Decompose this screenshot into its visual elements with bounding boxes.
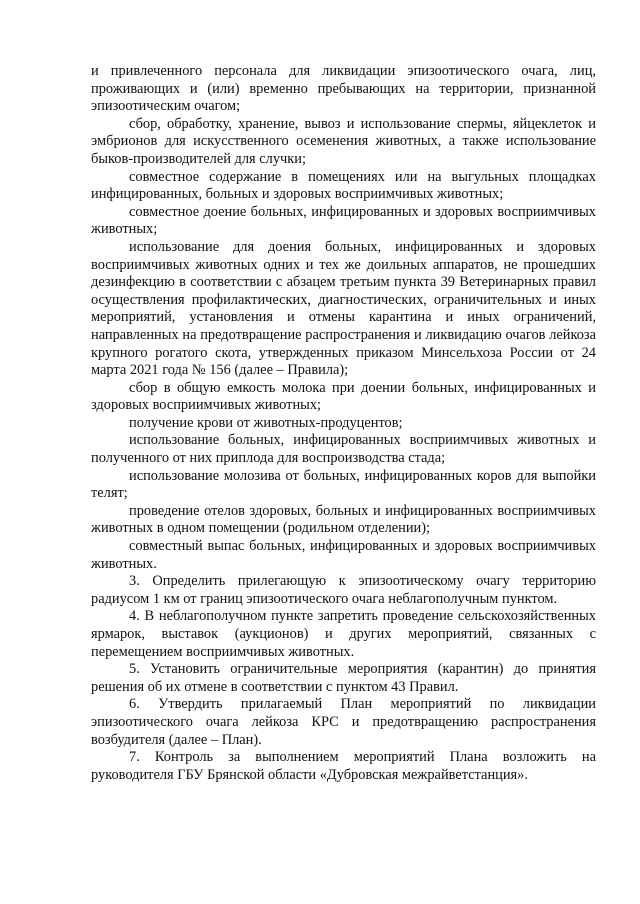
paragraph: и привлеченного персонала для ликвидации эпизоотического очага, лиц, проживающих и (или) временно пребывающих на территории, признанной эпизоотическим очагом;	[91, 63, 596, 115]
document-body	[91, 63, 596, 784]
paragraph: использование молозива от больных, инфицированных коров для выпойки телят;	[91, 467, 596, 502]
paragraph: сбор в общую емкость молока при доении больных, инфицированных и здоровых восприимчивых животных;	[91, 379, 596, 414]
paragraph: использование больных, инфицированных восприимчивых животных и полученного от них приплода для воспроизводства стада;	[91, 432, 596, 467]
paragraph: совместное доение больных, инфицированных и здоровых восприимчивых животных;	[91, 203, 596, 238]
numbered-paragraph: 7. Контроль за выполнением мероприятий Плана возложить на руководителя ГБУ Брянской области «Дубровская межрайветстанция».	[91, 749, 596, 783]
paragraph: совместное содержание в помещениях или на выгульных площадках инфицированных, больных и здоровых восприимчивых животных;	[91, 168, 596, 203]
paragraph: совместный выпас больных, инфицированных и здоровых восприимчивых животных.	[91, 538, 596, 572]
numbered-paragraph: 6. Утвердить прилагаемый План мероприятий по ликвидации эпизоотического очага лейкоза КРС и предотвращению распространения возбудителя (далее – План).	[91, 696, 596, 748]
numbered-paragraph: 5. Установить ограничительные мероприятия (карантин) до принятия решения об их отмене в соответствии с пунктом 43 Правил.	[91, 661, 596, 695]
paragraph: сбор, обработку, хранение, вывоз и использование спермы, яйцеклеток и эмбрионов для искусственного осеменения животных, а также использование быков-производителей для случки;	[91, 115, 596, 167]
numbered-paragraph: 3. Определить прилегающую к эпизоотическому очагу территорию радиусом 1 км от границ эпизоотического очага неблагополучным пунктом.	[91, 573, 596, 607]
paragraph: получение крови от животных-продуцентов;	[129, 414, 403, 431]
paragraph: проведение отелов здоровых, больных и инфицированных восприимчивых животных в одном помещении (родильном отделении);	[91, 502, 596, 537]
paragraph: использование для доения больных, инфицированных и здоровых восприимчивых животных одних и тех же доильных аппаратов, не прошедших дезинфекцию в соответствии с абзацем третьим пункта 39 Ветеринарных правил осуществления профилактических, диагностических, ограничительных и иных мероприятий, установления и отмены карантина и иных ограничений, направленных на предотвращение распространения и ликвидацию очагов лейкоза крупного рогатого скота, утвержденных приказом Минсельхоза России от 24 марта 2021 года № 156 (далее – Правила);	[91, 238, 596, 379]
numbered-paragraph: 4. В неблагополучном пункте запретить проведение сельскохозяйственных ярмарок, выставок (аукционов) и других мероприятий, связанных с перемещением восприимчивых животных.	[91, 608, 596, 660]
